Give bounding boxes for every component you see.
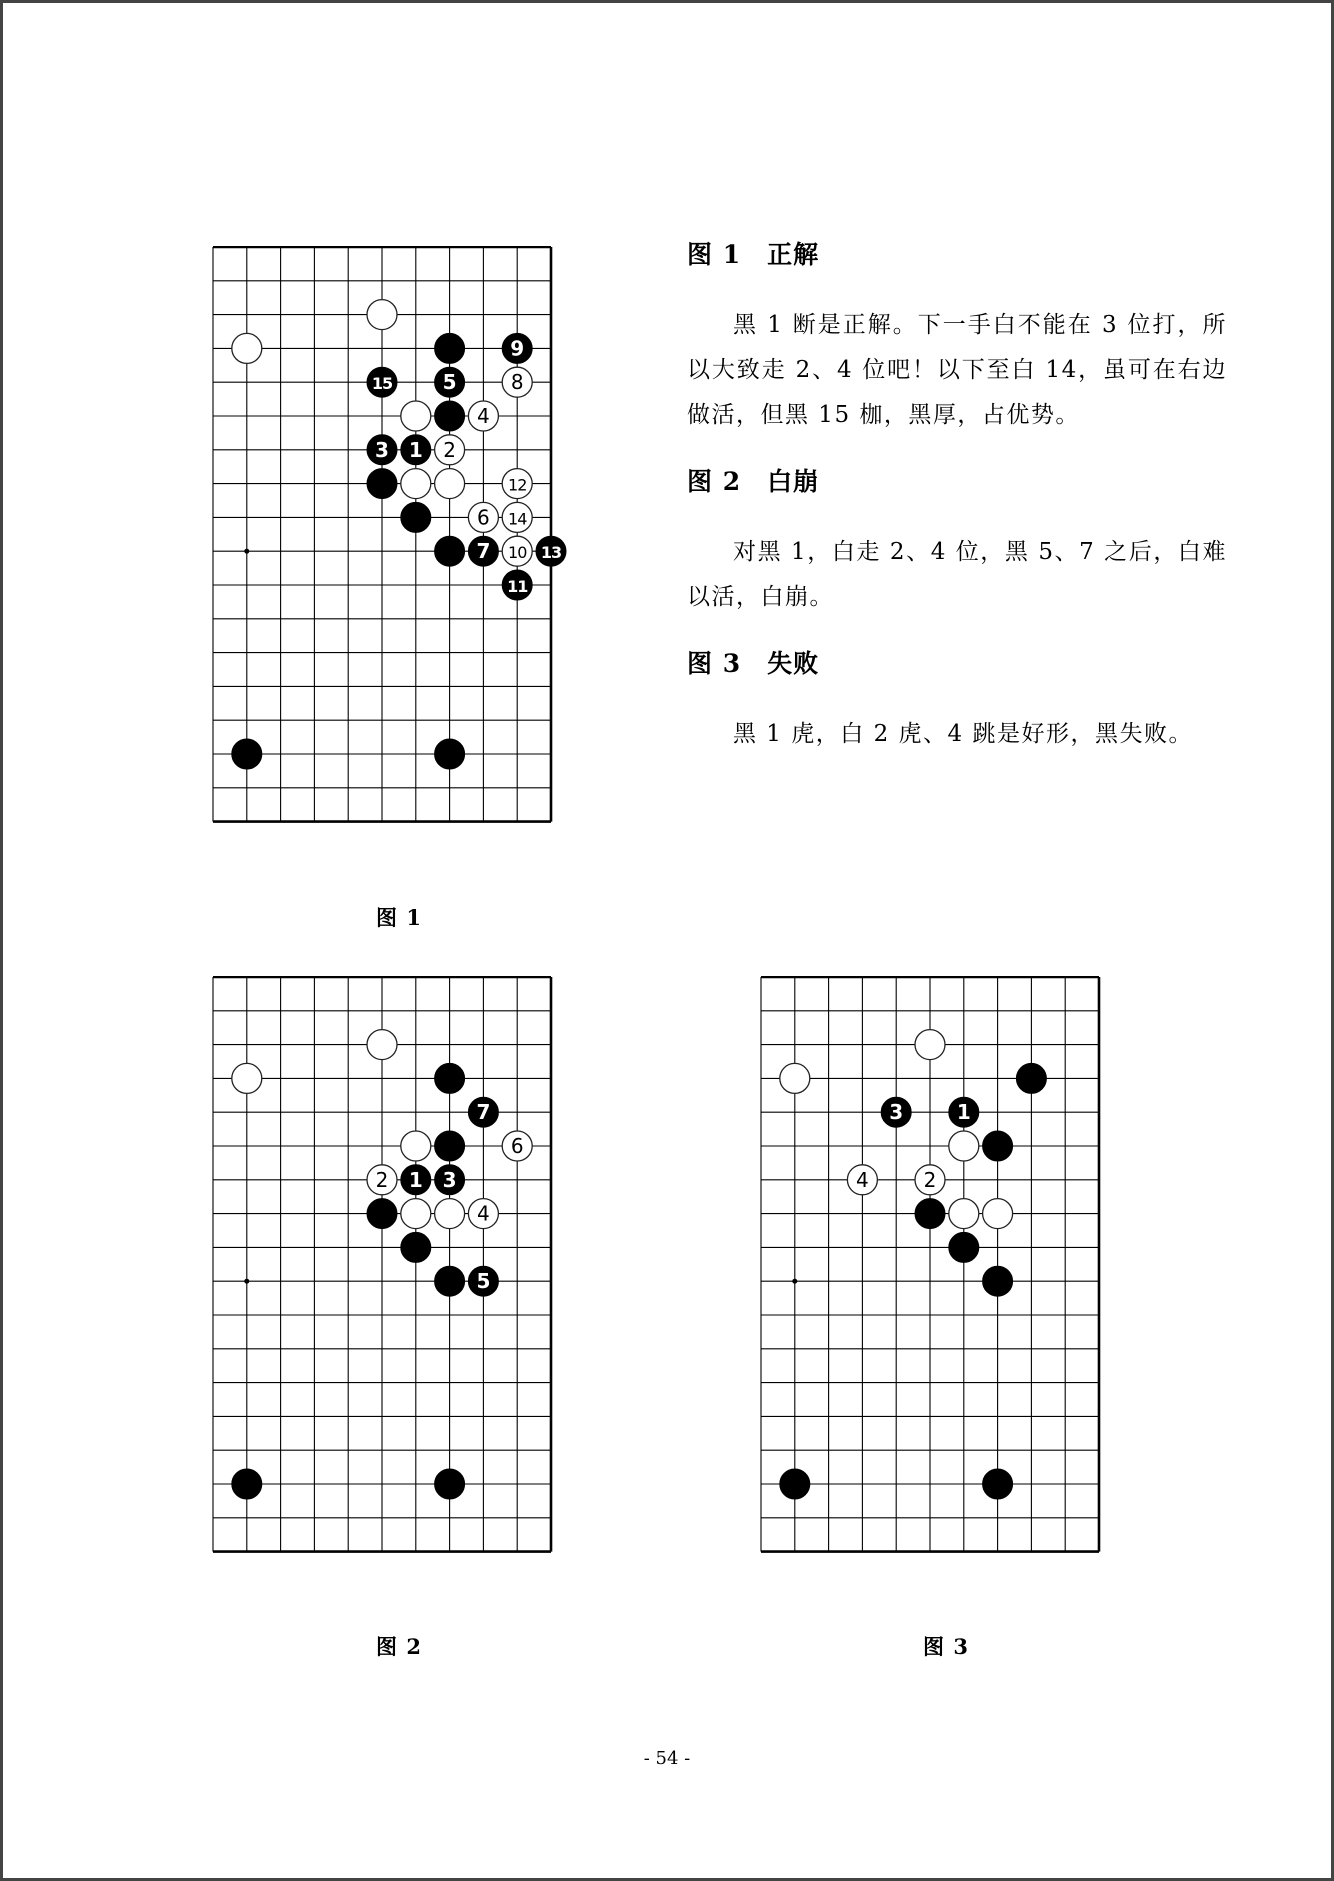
stone-move-number: 15 (371, 374, 393, 394)
stone-move-number: 12 (508, 475, 527, 495)
white-stone (401, 469, 431, 499)
stone-move-number: 3 (889, 1100, 904, 1125)
go-diagram-2 (212, 976, 572, 1590)
white-stone (949, 1131, 979, 1161)
section-3-number: 图 3 (687, 649, 742, 678)
section-3 (687, 644, 1227, 757)
stone-move-number: 3 (375, 437, 389, 462)
stone-move-number: 14 (508, 509, 527, 529)
black-stone (435, 536, 465, 566)
stone-move-number: 4 (856, 1167, 869, 1192)
section-1-title: 正解 (767, 240, 820, 269)
black-stone-1 (401, 435, 431, 465)
stone-move-number: 4 (477, 404, 490, 428)
black-stone (949, 1232, 979, 1262)
stone-move-number: 3 (442, 1167, 457, 1192)
white-stone-2 (435, 435, 465, 465)
stone-move-number: 2 (443, 437, 456, 462)
white-stone (780, 1063, 810, 1093)
white-stone (435, 1199, 465, 1229)
black-stone-1 (401, 1165, 431, 1195)
section-3-heading (687, 644, 1227, 684)
white-stone (435, 469, 465, 499)
stone-move-number: 1 (408, 437, 423, 462)
black-stone (232, 739, 262, 769)
black-stone (435, 1266, 465, 1296)
stone-move-number: 10 (508, 543, 527, 563)
black-stone-13 (536, 536, 566, 566)
section-1-heading (687, 235, 1227, 275)
white-stone (232, 333, 262, 363)
black-stone (435, 1469, 465, 1499)
star-point (244, 1279, 249, 1284)
black-stone (983, 1469, 1013, 1499)
stone-move-number: 13 (540, 543, 562, 563)
black-stone-1 (949, 1097, 979, 1127)
black-stone (401, 1232, 431, 1262)
white-stone-4 (847, 1165, 877, 1195)
go-diagram-3 (760, 976, 1120, 1590)
black-stone-9 (502, 333, 532, 363)
white-stone (401, 401, 431, 431)
section-2 (687, 462, 1227, 620)
white-stone (367, 300, 397, 330)
section-3-body: 黑 1 虎，白 2 虎、4 跳是好形，黑失败。 (733, 721, 1193, 747)
figure-2-caption: 图 2 (376, 1634, 422, 1659)
stone-move-number: 1 (956, 1100, 971, 1125)
section-2-heading (687, 462, 1227, 502)
white-stone (949, 1199, 979, 1229)
white-stone-4 (468, 1199, 498, 1229)
section-1-number: 图 1 (687, 240, 742, 269)
stone-move-number: 2 (923, 1167, 937, 1192)
stone-move-number: 9 (510, 336, 525, 361)
black-stone-11 (502, 570, 532, 600)
commentary-column (687, 235, 1227, 781)
stone-move-number: 5 (442, 370, 457, 395)
white-stone-14 (502, 502, 532, 532)
section-2-number: 图 2 (687, 467, 742, 496)
star-point (792, 1279, 797, 1284)
section-1-body: 黑 1 断是正解。下一手白不能在 3 位打，所以大致走 2、4 位吧！以下至白 14，虽可在右边做活，但黑 15 枷，黑厚，占优势。 (687, 312, 1227, 428)
black-stone (780, 1469, 810, 1499)
figure-1-caption: 图 1 (376, 905, 422, 930)
black-stone-3 (435, 1165, 465, 1195)
black-stone-7 (468, 1097, 498, 1127)
page-number: - 54 - (643, 1748, 691, 1769)
stone-move-number: 6 (510, 1134, 524, 1158)
black-stone-15 (367, 367, 397, 397)
black-stone (435, 1063, 465, 1093)
section-2-body: 对黑 1，白走 2、4 位，黑 5、7 之后，白难以活，白崩。 (687, 539, 1227, 610)
white-stone-8 (502, 367, 532, 397)
white-stone (232, 1063, 262, 1093)
black-stone (435, 739, 465, 769)
white-stone-10 (502, 536, 532, 566)
black-stone (435, 333, 465, 363)
black-stone (1016, 1063, 1046, 1093)
black-stone-3 (367, 435, 397, 465)
black-stone (367, 469, 397, 499)
white-stone-2 (915, 1165, 945, 1195)
stone-move-number: 7 (476, 539, 491, 564)
stone-move-number: 6 (477, 505, 490, 530)
figure-3-caption: 图 3 (923, 1634, 969, 1659)
black-stone (367, 1199, 397, 1229)
black-stone-7 (468, 536, 498, 566)
white-stone (401, 1131, 431, 1161)
black-stone (435, 401, 465, 431)
stone-move-number: 7 (476, 1100, 491, 1125)
stone-move-number: 2 (375, 1167, 389, 1192)
white-stone-6 (502, 1131, 532, 1161)
black-stone-3 (881, 1097, 911, 1127)
black-stone-5 (435, 367, 465, 397)
white-stone-4 (468, 401, 498, 431)
black-stone (915, 1199, 945, 1229)
section-2-title: 白崩 (767, 467, 820, 496)
stone-move-number: 4 (477, 1201, 490, 1226)
black-stone (232, 1469, 262, 1499)
stone-move-number: 5 (476, 1269, 491, 1294)
star-point (244, 549, 249, 554)
white-stone-12 (502, 469, 532, 499)
black-stone (435, 1131, 465, 1161)
stone-move-number: 1 (408, 1167, 423, 1192)
white-stone (367, 1030, 397, 1060)
white-stone-6 (468, 502, 498, 532)
go-diagram-1 (212, 246, 572, 860)
black-stone (401, 502, 431, 532)
stone-move-number: 8 (510, 370, 524, 395)
white-stone (915, 1030, 945, 1060)
black-stone (983, 1131, 1013, 1161)
white-stone (983, 1199, 1013, 1229)
black-stone-5 (468, 1266, 498, 1296)
white-stone-2 (367, 1165, 397, 1195)
black-stone (983, 1266, 1013, 1296)
section-1 (687, 235, 1227, 438)
stone-move-number: 11 (507, 577, 528, 596)
white-stone (401, 1199, 431, 1229)
section-3-title: 失败 (767, 649, 820, 678)
